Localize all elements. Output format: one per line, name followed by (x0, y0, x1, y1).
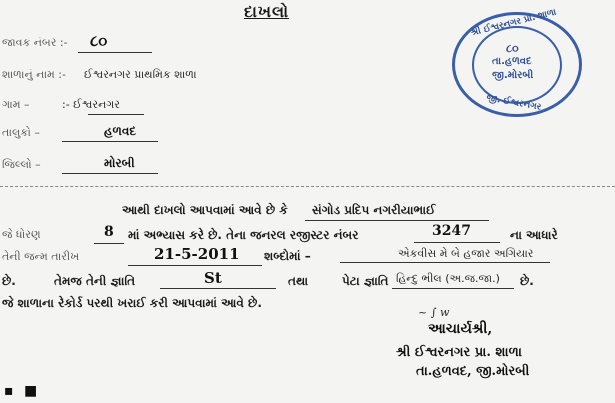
caste-label: તેમજ તેની જ્ઞાતિ (54, 274, 136, 288)
standard-underline (94, 243, 124, 244)
register-no-label: જાવક નંબર :- (2, 36, 68, 49)
taluka-value: હળવદ (104, 124, 137, 138)
village-label: ગામ – (2, 98, 30, 111)
standard-label: જે ધોરણ (2, 228, 41, 241)
caste-value: St (204, 269, 222, 287)
dob-words: એકવીસ મે બે હજાર અગિયાર (398, 247, 534, 260)
district-value: મોરબી (104, 156, 135, 170)
certificate-title: દાખલો (244, 2, 290, 21)
basis-text: ના આધારે (510, 228, 558, 242)
closing-text: જે શાળાના રેકોર્ડ પરથી ખરાઈ કરી આપવામાં આવે છે. (2, 296, 262, 310)
signature-designation: આચાર્યશ્રી, (428, 321, 493, 337)
dob-words-underline (340, 262, 550, 263)
school-stamp (452, 7, 582, 117)
register-no-value: ૮૦ (90, 32, 108, 50)
dob-underline (128, 265, 262, 266)
subcaste-value: હિન્દુ ભીલ (અ.જ.જા.) (396, 272, 500, 285)
village-value: :- ઈશ્વરનગર (62, 98, 120, 111)
subcaste-label: પેટા જ્ઞાતિ (342, 274, 389, 288)
taluka-underline (62, 141, 158, 142)
stamp-number: ૮૦ (506, 42, 519, 55)
district-underline (62, 173, 158, 174)
che-text: છે. (2, 274, 16, 288)
stamp-top-text: શ્રી ઈશ્વરનગર પ્રા. શાળા (470, 7, 558, 39)
standard-value: 8 (104, 224, 114, 240)
stamp-bottom-text: જી. ઈશ્વરનગર (485, 93, 542, 113)
subcaste-underline (392, 288, 514, 289)
subcaste-end: છે. (520, 274, 534, 288)
signature-school: શ્રી ઈશ્વરનગર પ્રા. શાળા (396, 345, 522, 360)
dob-value: 21-5-2011 (154, 245, 240, 263)
stamp-taluka: તા.હળવદ (492, 56, 532, 67)
student-name-underline (305, 220, 489, 221)
in-words-label: શબ્દોમાં – (264, 249, 311, 263)
school-value: ઈશ્વરનગર પ્રાથમિક શાળા (84, 68, 197, 81)
bottom-dots: ▪ ■ (4, 383, 41, 399)
dob-label: તેની જન્મ તારીખ (2, 250, 80, 263)
gr-number: 3247 (432, 223, 471, 239)
student-name: સંગોડ પ્રદિપ નગરીયાભાઈ (312, 203, 436, 217)
signature-address: તા.હળવદ, જી.મોરબી (416, 364, 530, 379)
intro-text: આથી દાખલો આપવામાં આવે છે કે (122, 203, 288, 217)
district-label: જિલ્લો – (2, 158, 41, 171)
stamp-district: જી.મોરબી (492, 70, 534, 81)
village-underline (88, 114, 144, 115)
school-label: શાળાનું નામ :- (2, 68, 66, 81)
study-text: માં અભ્યાસ કરે છે. તેના જનરલ રજીસ્ટર નંબર (128, 228, 359, 242)
signature-mark: ~ ∫ w (418, 306, 450, 319)
tatha-text: તથા (288, 274, 309, 288)
separator-line (0, 186, 615, 187)
caste-underline (160, 288, 276, 289)
gr-number-underline (414, 242, 500, 243)
taluka-label: તાલુકો – (2, 126, 40, 139)
register-no-underline (78, 52, 152, 53)
